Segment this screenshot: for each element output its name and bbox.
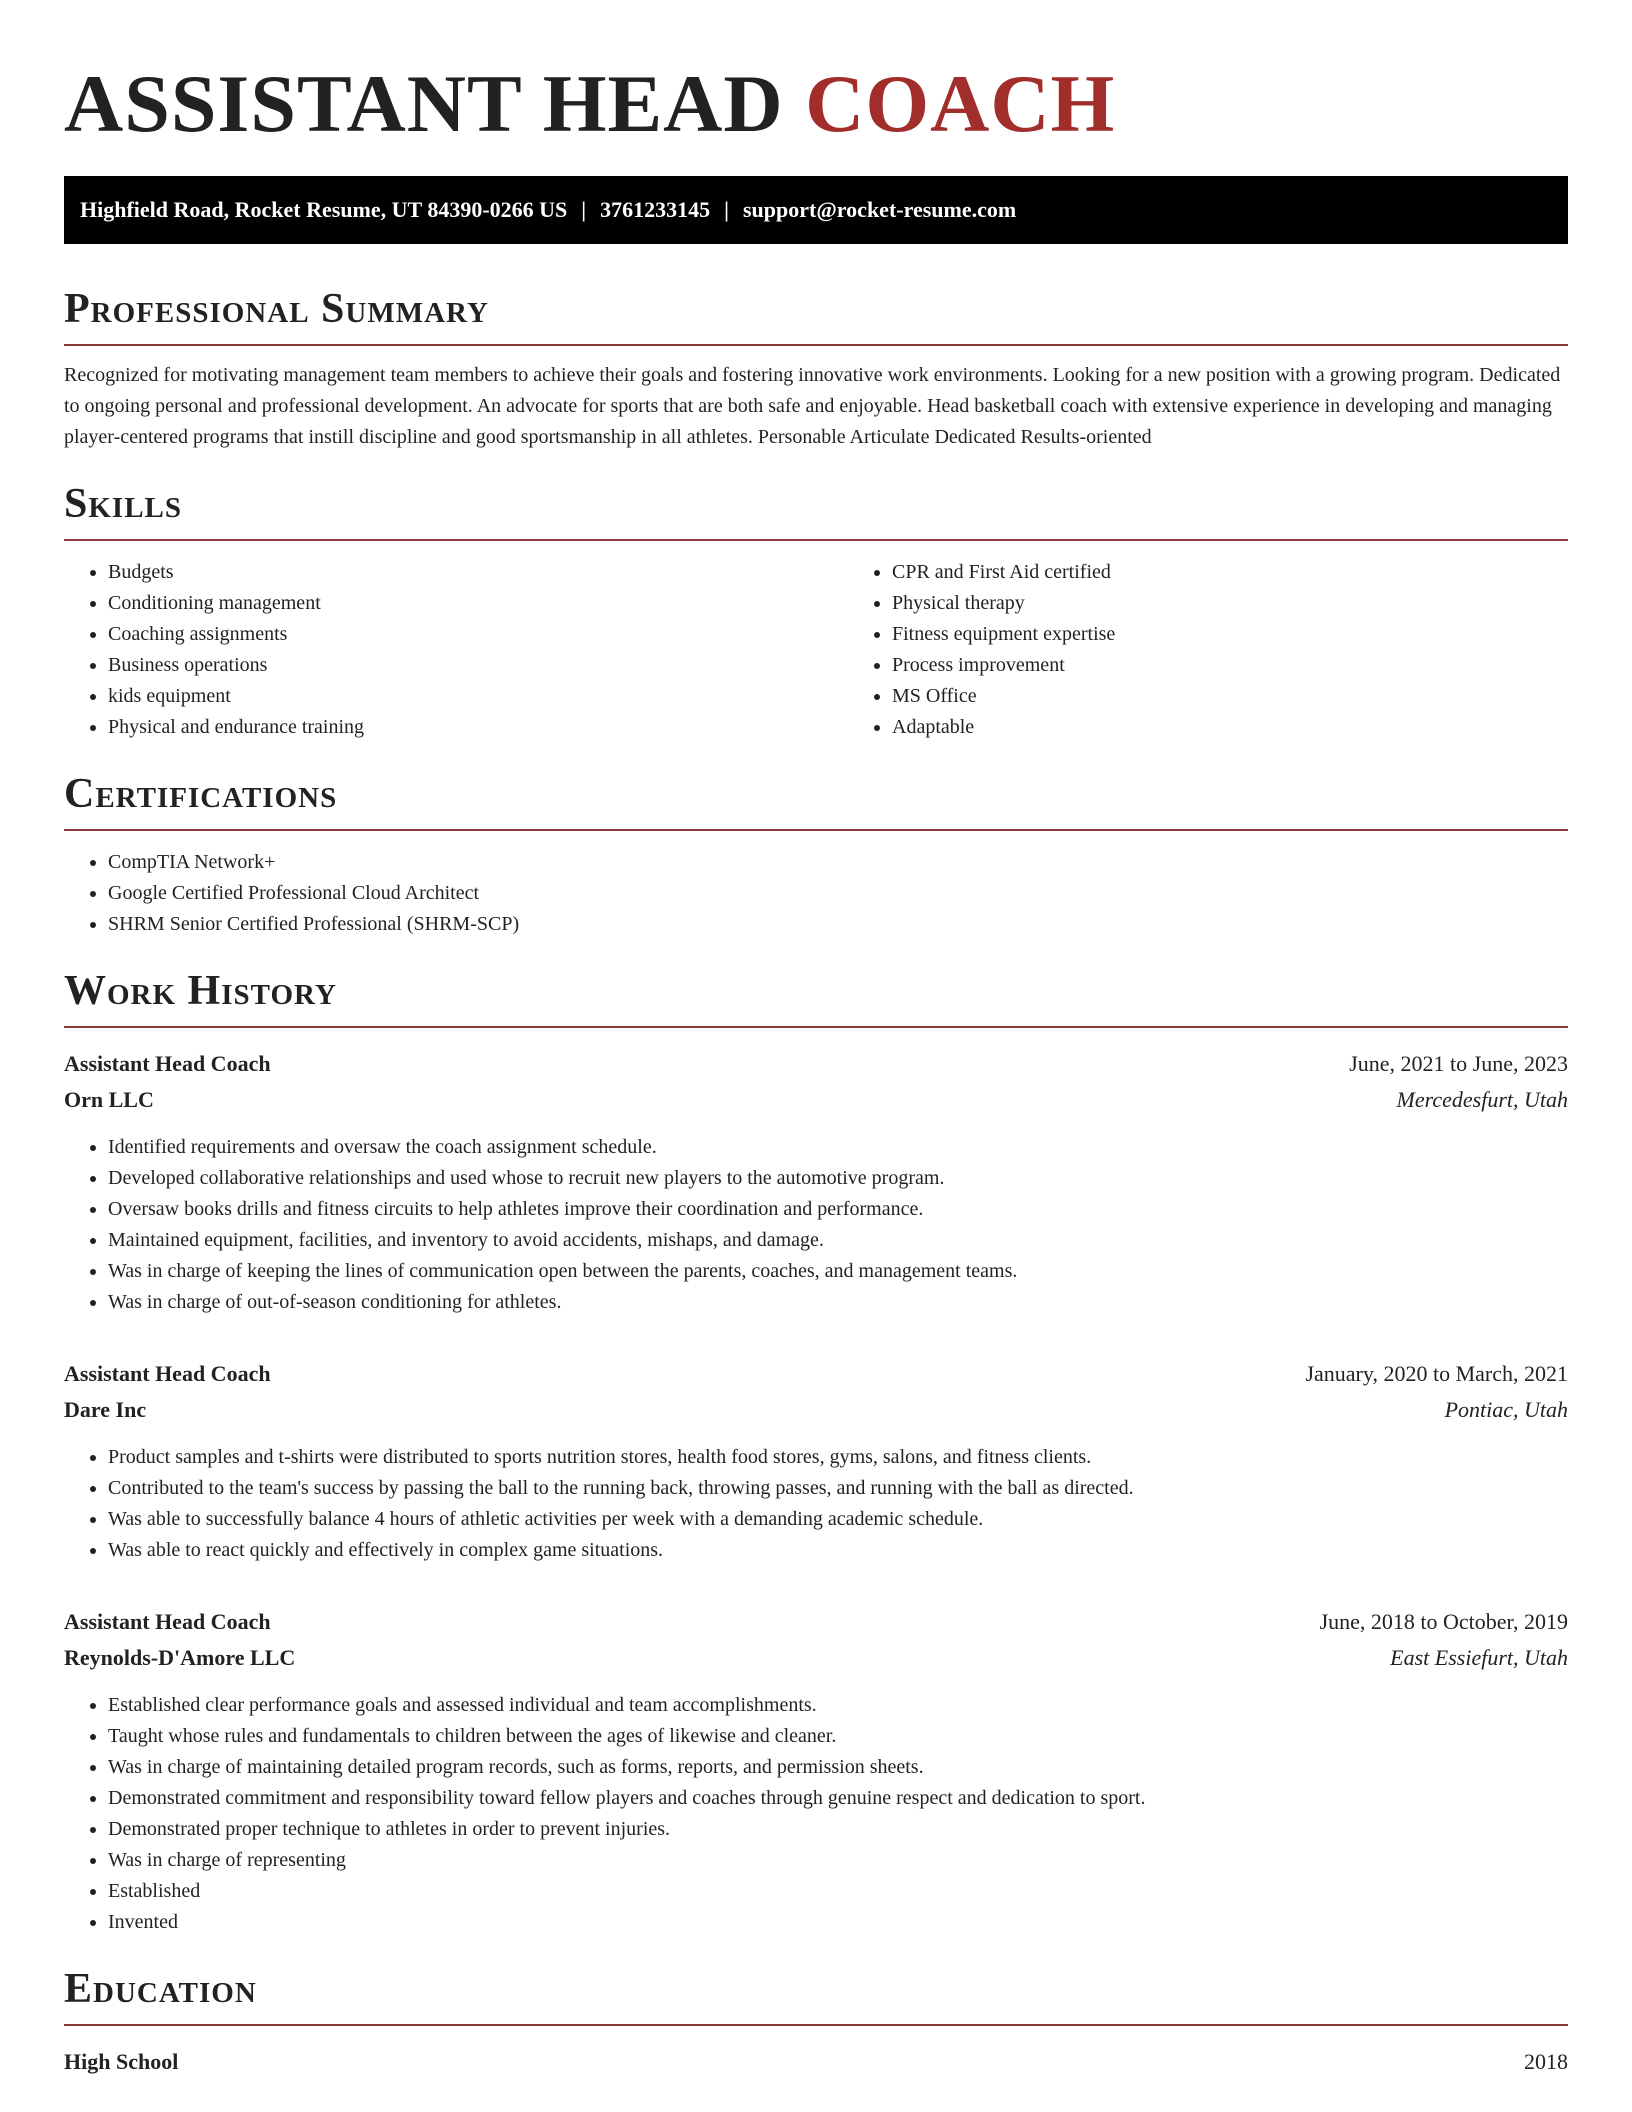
title-main: ASSISTANT HEAD — [64, 58, 784, 149]
contact-bar — [64, 176, 1568, 244]
job-duty: • Maintained equipment, facilities, and inventory to avoid accidents, mishaps, and damage. — [108, 1225, 1568, 1256]
education-entry — [64, 2044, 1568, 2080]
job-duties-list — [64, 1442, 1568, 1566]
job-duty: • Taught whose rules and fundamentals to children between the ages of likewise and cleaner. — [108, 1721, 1568, 1752]
job-duty: • Established clear performance goals and assessed individual and team accomplishments. — [108, 1690, 1568, 1721]
skills-section — [64, 479, 1568, 743]
skill-item: • MS Office — [892, 681, 1632, 712]
job-duty: • Was in charge of representing — [108, 1845, 1568, 1876]
job-dates: June, 2018 to October, 2019 — [1319, 1609, 1568, 1634]
education-heading: Education — [64, 1964, 1568, 2026]
resume-title — [64, 0, 1568, 176]
job-duty: • Was able to react quickly and effectively in complex game situations. — [108, 1535, 1568, 1566]
job-company-row — [64, 1392, 1568, 1428]
skills-list-right — [848, 557, 1632, 743]
skill-item: • Conditioning management — [108, 588, 848, 619]
summary-text: Recognized for motivating management team members to achieve their goals and fostering innovative work environments. Looking for a new position with a growing program. Dedicated to ongoing personal and professional development. An advocate for sports that are both safe and enjoyable. Head basketball coach with extensive experience in developing and managing player-centered programs that instill discipline and good sportsmanship in all athletes. Personable Articulate Dedicated Results-oriented — [64, 364, 1561, 448]
title-accent: COACH — [805, 58, 1116, 149]
resume-page — [64, 0, 1568, 2080]
skills-list-left — [64, 557, 848, 743]
job-duty: • Demonstrated commitment and responsibility toward fellow players and coaches through genuine respect and dedication to sport. — [108, 1783, 1568, 1814]
summary-section — [64, 284, 1568, 453]
job-duty: • Was in charge of maintaining detailed program records, such as forms, reports, and permission sheets. — [108, 1752, 1568, 1783]
skills-grid — [64, 541, 1568, 743]
job-company-row — [64, 1640, 1568, 1676]
job-header-row — [64, 1046, 1568, 1082]
work-history-heading: Work History — [64, 966, 1568, 1028]
contact-separator: | — [581, 197, 587, 222]
work-history-section — [64, 966, 1568, 1938]
skill-item: • Process improvement — [892, 650, 1632, 681]
skill-item: • Physical and endurance training — [108, 712, 848, 743]
skill-item: • kids equipment — [108, 681, 848, 712]
skill-item: • CPR and First Aid certified — [892, 557, 1632, 588]
job-duty: • Developed collaborative relationships and used whose to recruit new players to the automotive program. — [108, 1163, 1568, 1194]
job-duties-list — [64, 1690, 1568, 1938]
contact-phone: 3761233145 — [600, 197, 711, 222]
skill-item: • Budgets — [108, 557, 848, 588]
job-duty: • Contributed to the team's success by passing the ball to the running back, throwing passes, and running with the ball as directed. — [108, 1473, 1568, 1504]
job-duties-list — [64, 1132, 1568, 1318]
skill-item: • Physical therapy — [892, 588, 1632, 619]
job-location: Pontiac, Utah — [1444, 1397, 1568, 1422]
skills-heading: Skills — [64, 479, 1568, 541]
job-duty: • Product samples and t-shirts were distributed to sports nutrition stores, health food stores, gyms, salons, and fitness clients. — [108, 1442, 1568, 1473]
certifications-heading: Certifications — [64, 769, 1568, 831]
contact-address: Highfield Road, Rocket Resume, UT 84390-0266 US — [80, 197, 568, 222]
certification-item: • SHRM Senior Certified Professional (SHRM-SCP) — [108, 909, 1568, 940]
job-header-row — [64, 1356, 1568, 1392]
job-company-row — [64, 1082, 1568, 1118]
job-duty: • Was in charge of keeping the lines of communication open between the parents, coaches, and management teams. — [108, 1256, 1568, 1287]
job-entry — [64, 1046, 1568, 1318]
skill-item: • Coaching assignments — [108, 619, 848, 650]
job-entry — [64, 1356, 1568, 1566]
education-school: High School — [64, 2049, 179, 2074]
job-title: Assistant Head Coach — [64, 1051, 271, 1076]
contact-separator: | — [724, 197, 729, 222]
skill-item: • Business operations — [108, 650, 848, 681]
certifications-list — [64, 847, 1568, 940]
job-duty: • Oversaw books drills and fitness circuits to help athletes improve their coordination and performance. — [108, 1194, 1568, 1225]
certifications-section — [64, 769, 1568, 940]
job-location: East Essiefurt, Utah — [1390, 1645, 1568, 1670]
summary-heading: Professional Summary — [64, 284, 1568, 346]
job-header-row — [64, 1604, 1568, 1640]
job-company: Reynolds-D'Amore LLC — [64, 1645, 296, 1670]
job-duty: • Identified requirements and oversaw the coach assignment schedule. — [108, 1132, 1568, 1163]
skill-item: • Fitness equipment expertise — [892, 619, 1632, 650]
job-dates: January, 2020 to March, 2021 — [1305, 1361, 1568, 1386]
job-location: Mercedesfurt, Utah — [1396, 1087, 1568, 1112]
job-title: Assistant Head Coach — [64, 1609, 271, 1634]
certification-item: • Google Certified Professional Cloud Architect — [108, 878, 1568, 909]
job-company: Dare Inc — [64, 1397, 147, 1422]
job-duty: • Invented — [108, 1907, 1568, 1938]
contact-email: support@rocket-resume.com — [742, 197, 1017, 222]
job-duty: • Demonstrated proper technique to athletes in order to prevent injuries. — [108, 1814, 1568, 1845]
job-duty: • Established — [108, 1876, 1568, 1907]
job-dates: June, 2021 to June, 2023 — [1349, 1051, 1568, 1076]
job-entry — [64, 1604, 1568, 1938]
education-row — [64, 2044, 1568, 2080]
skill-item: • Adaptable — [892, 712, 1632, 743]
job-company: Orn LLC — [64, 1087, 154, 1112]
certification-item: • CompTIA Network+ — [108, 847, 1568, 878]
job-duty: • Was able to successfully balance 4 hours of athletic activities per week with a demanding academic schedule. — [108, 1504, 1568, 1535]
education-section — [64, 1964, 1568, 2080]
job-duty: • Was in charge of out-of-season conditioning for athletes. — [108, 1287, 1568, 1318]
education-year: 2018 — [1524, 2049, 1568, 2074]
job-title: Assistant Head Coach — [64, 1361, 271, 1386]
